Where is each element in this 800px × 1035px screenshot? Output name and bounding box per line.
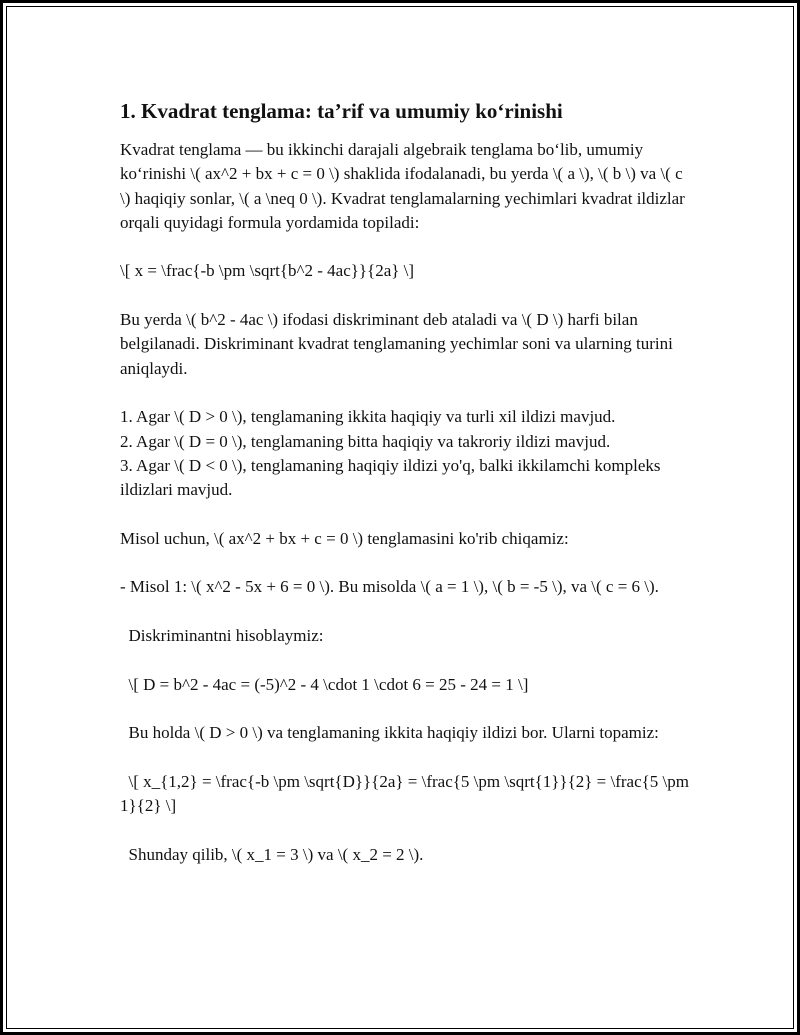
- discriminant-step-label: Diskriminantni hisoblaymiz:: [120, 625, 324, 645]
- discriminant-calculation: \[ D = b^2 - 4ac = (-5)^2 - 4 \cdot 1 \cdot 6 = 25 - 24 = 1 \]: [120, 674, 529, 694]
- discriminant-paragraph: Bu yerda \( b^2 - 4ac \) ifodasi diskriminant deb ataladi va \( D \) harfi bilan belgilanadi. Diskriminant kvadrat tenglamaning yechimlar soni va ularning turini aniqlaydi.: [120, 310, 678, 378]
- roots-step-label: Bu holda \( D > 0 \) va tenglamaning ikkita haqiqiy ildizi bor. Ularni topamiz:: [120, 723, 659, 743]
- conclusion: Shunday qilib, \( x_1 = 3 \) va \( x_2 = 2 \).: [120, 844, 424, 864]
- cases-list: 1. Agar \( D > 0 \), tenglamaning ikkita haqiqiy va turli xil ildizi mavjud. 2. Agar \( D = 0 \), tenglamaning bitta haqiqiy va takroriy ildizi mavjud. 3. Agar \( D < 0 \), tenglamaning haqiqiy ildizi yo'q, balki ikkilamchi kompleks ildizlari mavjud.: [120, 407, 661, 500]
- intro-paragraph: Kvadrat tenglama — bu ikkinchi darajali algebraik tenglama bo‘lib, umumiy ko‘rinishi \( ax^2 + bx + c = 0 \) shaklida ifodalanadi, bu yerda \( a \), \( b \) va \( c \) haqiqiy sonlar, \( a \neq 0 \). Kvadrat tenglamalarning yechimlari kvadrat ildizlar orqali quyidagi formula yordamida topiladi:: [120, 140, 690, 232]
- example-intro: Misol uchun, \( ax^2 + bx + c = 0 \) tenglamasini ko'rib chiqamiz:: [120, 528, 569, 548]
- root-formula: \[ x = \frac{-b \pm \sqrt{b^2 - 4ac}}{2a} \]: [120, 261, 415, 281]
- section-title: 1. Kvadrat tenglama: ta’rif va umumiy ko‘rinishi: [120, 99, 563, 123]
- example-1: - Misol 1: \( x^2 - 5x + 6 = 0 \). Bu misolda \( a = 1 \), \( b = -5 \), va \( c = 6 \).: [120, 577, 659, 597]
- document-content: [120, 98, 695, 867]
- roots-calculation: \[ x_{1,2} = \frac{-b \pm \sqrt{D}}{2a} = \frac{5 \pm \sqrt{1}}{2} = \frac{5 \pm 1}{2} \]: [120, 771, 694, 816]
